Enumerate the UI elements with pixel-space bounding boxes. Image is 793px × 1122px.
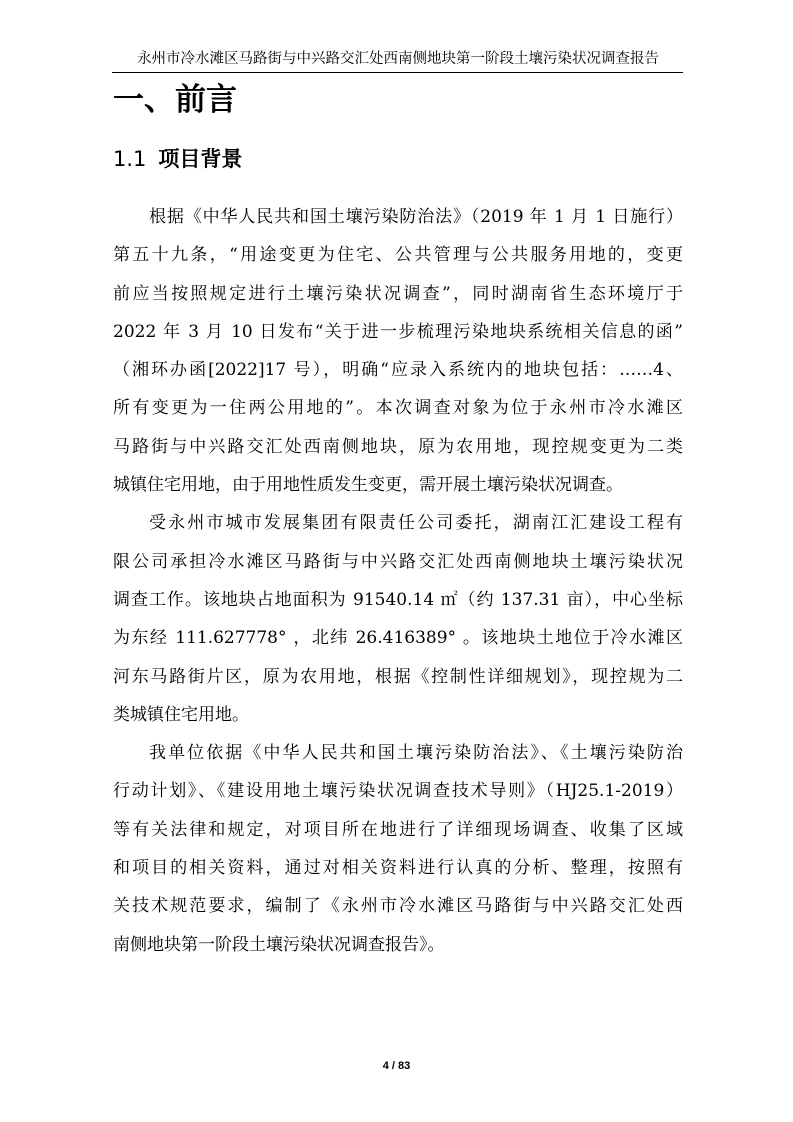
paragraph-3-line-1: 我单位依据《中华人民共和国土壤污染防治法》、《土壤污染防治	[149, 743, 683, 764]
paragraph-1-line-4: 2022 年 3 月 10 日发布“关于进一步梳理污染地块系统相关信息的函”	[113, 321, 683, 342]
header-divider	[112, 72, 683, 73]
paragraph-1-line-1: 根据《中华人民共和国土壤污染防治法》（2019 年 1 月 1 日施行）	[149, 207, 683, 227]
paragraph-1-line-6: 所有变更为一住两公用地的”。本次调查对象为位于永州市冷水滩区	[113, 398, 683, 419]
page-number: 4 / 83	[382, 1060, 411, 1072]
paragraph-2-line-5: 河东马路街片区，原为农用地，根据《控制性详细规划》，现控规为二	[113, 666, 683, 687]
paragraph-1-line-2: 第五十九条，“用途变更为住宅、公共管理与公共服务用地的，变更	[113, 245, 683, 266]
paragraph-2-line-2: 限公司承担冷水滩区马路街与中兴路交汇处西南侧地块土壤污染状况	[113, 551, 683, 572]
paragraph-2-line-6: 类城镇住宅用地。	[113, 704, 249, 725]
paragraph-3-line-3: 等有关法律和规定，对项目所在地进行了详细现场调查、收集了区域	[113, 819, 683, 840]
paragraph-3-line-4: 和项目的相关资料，通过对相关资料进行认真的分析、整理，按照有	[113, 858, 683, 879]
paragraph-3-line-5: 关技术规范要求，编制了《永州市冷水滩区马路街与中兴路交汇处西	[113, 896, 683, 917]
paragraph-2-line-3: 调查工作。该地块占地面积为 91540.14 ㎡（约 137.31 亩），中心坐标	[113, 589, 683, 610]
running-header: 永州市冷水滩区马路街与中兴路交汇处西南侧地块第一阶段土壤污染状况调查报告	[137, 51, 659, 67]
section-heading-text: 项目背景	[158, 147, 243, 171]
body-text	[113, 198, 683, 964]
section-number: 1.1	[113, 147, 147, 171]
section-title	[113, 144, 242, 174]
paragraph-1-line-8: 城镇住宅用地，由于用地性质发生变更，需开展土壤污染状况调查。	[113, 475, 623, 496]
paragraph-2-line-4: 为东经 111.627778° ，北纬 26.416389° 。该地块土地位于冷水滩区	[113, 628, 683, 649]
paragraph-2-line-1: 受永州市城市发展集团有限责任公司委托，湖南江汇建设工程有	[149, 513, 683, 534]
paragraph-3-line-2: 行动计划》、《建设用地土壤污染状况调查技术导则》（HJ25.1-2019）	[113, 781, 683, 802]
paragraph-1-line-7: 马路街与中兴路交汇处西南侧地块，原为农用地，现控规变更为二类	[113, 436, 683, 457]
chapter-title: 一、前言	[113, 82, 237, 118]
paragraph-3-line-6: 南侧地块第一阶段土壤污染状况调查报告》。	[113, 934, 445, 955]
paragraph-1-line-3: 前应当按照规定进行土壤污染状况调查”，同时湖南省生态环境厅于	[113, 283, 683, 304]
paragraph-1-line-5: （湘环办函[2022]17 号），明确“应录入系统内的地块包括：……4、	[113, 360, 683, 381]
